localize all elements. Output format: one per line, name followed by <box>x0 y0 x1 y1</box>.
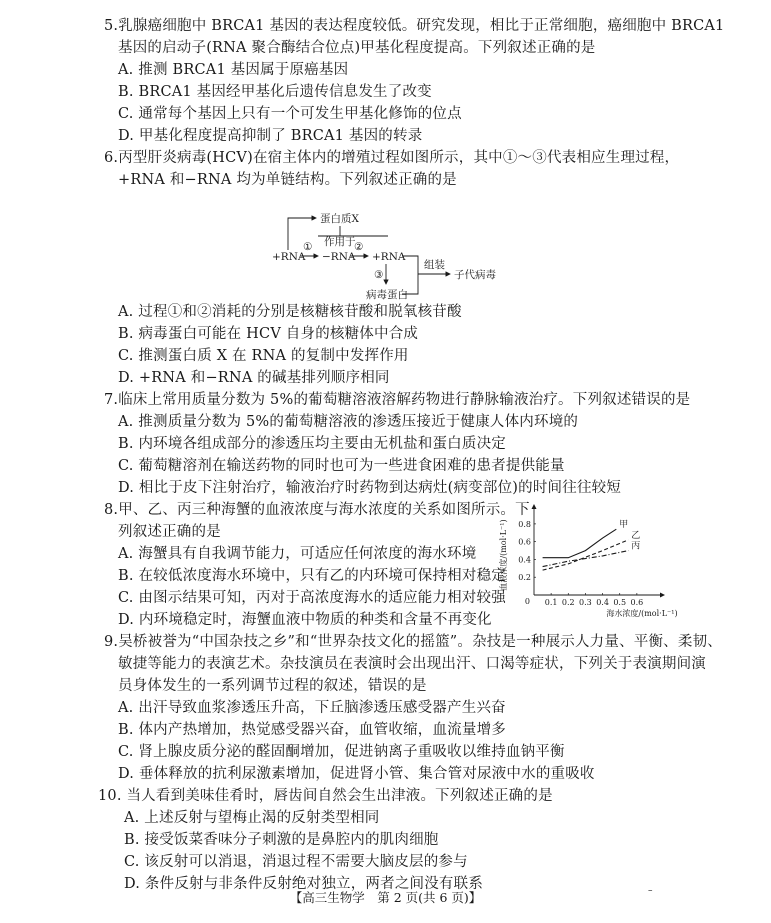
chart-axes <box>532 504 666 598</box>
y-axis-label: 血液浓度/(mol·L⁻¹) <box>499 519 508 591</box>
q7-option-a: A. 推测质量分数为 5%的葡萄糖溶液的渗透压接近于健康人体内环境的 <box>118 414 579 430</box>
diagram-progeny: 子代病毒 <box>454 269 496 281</box>
q9-stem-line2: 敏捷等能力的表演艺术。杂技演员在表演时会出现出汗、口渴等症状，下列关于表演期间演 <box>118 656 706 672</box>
q9-option-c: C. 肾上腺皮质分泌的醛固酮增加，促进钠离子重吸收以维持血钠平衡 <box>118 744 565 760</box>
corner-mark: – <box>648 886 653 896</box>
q9-option-d: D. 垂体释放的抗利尿激素增加，促进肾小管、集合管对尿液中水的重吸收 <box>118 766 595 782</box>
diagram-assemble: 组装 <box>424 259 445 271</box>
x-tick-label: 0.3 <box>579 598 592 607</box>
diagram-minus-rna: −RNA <box>322 251 356 263</box>
series-label-3: 丙 <box>631 541 641 552</box>
q6-stem-line2: +RNA 和−RNA 均为单链结构。下列叙述正确的是 <box>118 172 457 188</box>
diagram-step1: ① <box>303 241 313 253</box>
crab-blood-concentration-chart <box>490 503 678 619</box>
y-axis-arrow <box>532 504 537 509</box>
q9-stem-line3: 员身体发生的一系列调节过程的叙述，错误的是 <box>118 678 427 694</box>
series-line-3 <box>543 551 629 567</box>
q6-stem-line1: 6.丙型肝炎病毒(HCV)在宿主体内的增殖过程如图所示，其中①～③代表相应生理过程， <box>104 150 680 166</box>
q6-option-d: D. +RNA 和−RNA 的碱基排列顺序相同 <box>118 370 390 386</box>
q10-option-d: D. 条件反射与非条件反射绝对独立，两者之间没有联系 <box>124 876 484 892</box>
q5-option-c: C. 通常每个基因上只有一个可发生甲基化修饰的位点 <box>118 106 462 122</box>
x-tick-label: 0.4 <box>596 598 609 607</box>
q9-stem-line1: 9.吴桥被誉为“中国杂技之乡”和“世界杂技文化的摇篮”。杂技是一种展示人力量、平衡、柔韧、 <box>104 634 722 650</box>
x-tick-label: 0.6 <box>630 598 644 607</box>
q8-stem-line1: 8.甲、乙、丙三种海蟹的血液浓度与海水浓度的关系如图所示。下 <box>104 502 530 518</box>
q8-option-c: C. 由图示结果可知，丙对于高浓度海水的适应能力相对较强 <box>118 590 506 606</box>
series-line-2 <box>543 540 629 570</box>
q6-option-b: B. 病毒蛋白可能在 HCV 自身的核糖体中合成 <box>118 326 419 342</box>
diagram-plus-rna-2: +RNA <box>372 251 406 263</box>
y-tick-label: 0.4 <box>518 555 531 565</box>
q6-option-c: C. 推测蛋白质 X 在 RNA 的复制中发挥作用 <box>118 348 409 364</box>
series-label-2: 乙 <box>631 530 641 541</box>
chart-labels <box>498 519 678 618</box>
q5-option-a: A. 推测 BRCA1 基因属于原癌基因 <box>118 62 349 78</box>
page-footer: 【高三生物学 第 2 页(共 6 页)】 <box>289 890 482 905</box>
q6-option-a: A. 过程①和②消耗的分别是核糖核苷酸和脱氧核苷酸 <box>118 304 462 320</box>
x-axis-arrow <box>660 593 665 598</box>
q7-option-b: B. 内环境各组成部分的渗透压均主要由无机盐和蛋白质决定 <box>118 436 506 452</box>
q10-stem-line1: 10. 当人看到美味佳肴时，唇齿间自然会生出津液。下列叙述正确的是 <box>98 788 553 804</box>
series-label-1: 甲 <box>619 520 629 531</box>
diagram-acts-on: 作用于 <box>324 236 356 248</box>
x-axis-label: 海水浓度/(mol·L⁻¹) <box>606 609 678 618</box>
diagram-step2: ② <box>354 241 364 253</box>
q8-option-a: A. 海蟹具有自我调节能力，可适应任何浓度的海水环境 <box>118 546 477 562</box>
q10-option-c: C. 该反射可以消退，消退过程不需要大脑皮层的参与 <box>124 854 468 870</box>
y-tick-label: 0.2 <box>518 573 531 583</box>
q7-option-c: C. 葡萄糖溶剂在输送药物的同时也可为一些进食困难的患者提供能量 <box>118 458 565 474</box>
q5-stem-line2: 基因的启动子(RNA 聚合酶结合位点)甲基化程度提高。下列叙述正确的是 <box>118 40 596 56</box>
origin-label: 0 <box>524 597 530 606</box>
q10-option-b: B. 接受饭菜香味分子刺激的是鼻腔内的肌肉细胞 <box>124 832 439 848</box>
q9-option-b: B. 体内产热增加，热觉感受器兴奋，血管收缩，血流量增多 <box>118 722 506 738</box>
q5-option-b: B. BRCA1 基因经甲基化后遗传信息发生了改变 <box>118 84 432 100</box>
q8-stem-line2: 列叙述正确的是 <box>118 524 221 540</box>
diagram-step3: ③ <box>374 269 384 281</box>
acts-on-bracket <box>318 226 388 236</box>
q7-option-d: D. 相比于皮下注射治疗，输液治疗时药物到达病灶(病变部位)的时间往往较短 <box>118 480 622 496</box>
hcv-replication-diagram <box>268 210 518 304</box>
q5-stem-line1: 5.乳腺癌细胞中 BRCA1 基因的表达程度较低。研究发现，相比于正常细胞，癌细胞中 BRCA1 <box>104 18 725 34</box>
q9-option-a: A. 出汗导致血浆渗透压升高，下丘脑渗透压感受器产生兴奋 <box>118 700 506 716</box>
diagram-viral-protein: 病毒蛋白 <box>366 289 408 301</box>
q7-stem-line1: 7.临床上常用质量分数为 5%的葡萄糖溶液溶解药物进行静脉输液治疗。下列叙述错误的是 <box>104 392 691 408</box>
series-line-1 <box>543 529 617 558</box>
x-tick-label: 0.5 <box>613 598 627 607</box>
diagram-plus-rna-1: +RNA <box>272 251 306 263</box>
y-tick-label: 0.8 <box>518 519 531 529</box>
q8-option-b: B. 在较低浓度海水环境中，只有乙的内环境可保持相对稳定 <box>118 568 506 584</box>
x-tick-label: 0.2 <box>561 598 575 607</box>
diagram-protein-x: 蛋白质X <box>320 213 359 225</box>
q5-option-d: D. 甲基化程度提高抑制了 BRCA1 基因的转录 <box>118 128 423 144</box>
q10-option-a: A. 上述反射与望梅止渴的反射类型相同 <box>124 810 380 826</box>
y-tick-label: 0.6 <box>518 537 531 547</box>
q8-option-d: D. 内环境稳定时，海蟹血液中物质的种类和含量不再变化 <box>118 612 492 628</box>
x-tick-label: 0.1 <box>544 598 558 607</box>
chart-series <box>543 529 629 570</box>
